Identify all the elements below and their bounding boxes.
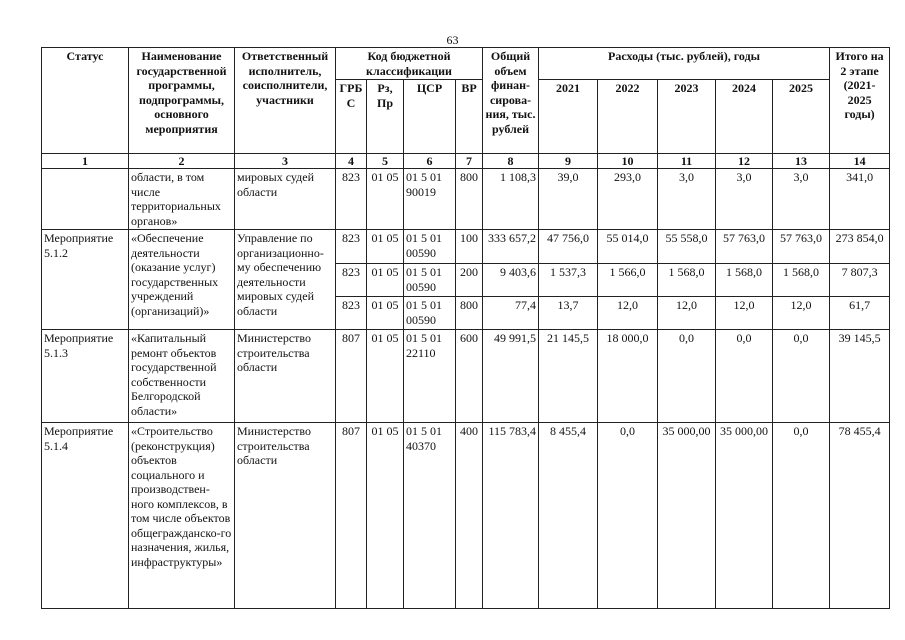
row-responsible: Министерство строительства области (235, 423, 336, 609)
header-vr: ВР (456, 80, 483, 154)
col-index: 7 (456, 154, 483, 169)
header-year-2024: 2024 (716, 80, 773, 154)
col-index: 1 (42, 154, 129, 169)
cell-rzpr: 01 05 (367, 423, 404, 609)
header-name: Наименование государственной программы, подпрограммы, основного мероприятия (129, 48, 235, 154)
col-index: 8 (483, 154, 539, 169)
row-name: «Капитальный ремонт объектов государственной собственности Белгородской области» (129, 330, 235, 423)
cell-total: 333 657,2 (483, 230, 539, 264)
col-index: 11 (658, 154, 716, 169)
header-budget-code: Код бюджетной классификации (336, 48, 483, 80)
header-status: Статус (42, 48, 129, 154)
cell-vr: 600 (456, 330, 483, 423)
col-index: 3 (235, 154, 336, 169)
cell-2024: 0,0 (716, 330, 773, 423)
header-responsible: Ответственный исполнитель, соисполнители, участники (235, 48, 336, 154)
cell-2022: 293,0 (598, 169, 658, 230)
cell-stage-total: 273 854,0 (830, 230, 890, 264)
cell-2022: 12,0 (598, 297, 658, 330)
cell-2024: 35 000,00 (716, 423, 773, 609)
cell-2025: 1 568,0 (773, 264, 830, 297)
row-status: Мероприятие 5.1.4 (42, 423, 129, 609)
cell-grbs: 823 (336, 169, 367, 230)
page-number: 63 (446, 33, 459, 47)
cell-2023: 0,0 (658, 330, 716, 423)
header-year-2025: 2025 (773, 80, 830, 154)
cell-total: 115 783,4 (483, 423, 539, 609)
row-status (42, 169, 129, 230)
cell-vr: 200 (456, 264, 483, 297)
header-year-2021: 2021 (539, 80, 598, 154)
cell-csr: 01 5 01 00590 (404, 297, 456, 330)
cell-csr: 01 5 01 90019 (404, 169, 456, 230)
cell-stage-total: 39 145,5 (830, 330, 890, 423)
cell-stage-total: 61,7 (830, 297, 890, 330)
cell-2021: 1 537,3 (539, 264, 598, 297)
cell-vr: 400 (456, 423, 483, 609)
col-index: 5 (367, 154, 404, 169)
cell-2025: 0,0 (773, 423, 830, 609)
cell-2021: 21 145,5 (539, 330, 598, 423)
header-year-2022: 2022 (598, 80, 658, 154)
col-index: 6 (404, 154, 456, 169)
cell-2021: 47 756,0 (539, 230, 598, 264)
row-status: Мероприятие 5.1.3 (42, 330, 129, 423)
cell-2025: 12,0 (773, 297, 830, 330)
cell-2025: 3,0 (773, 169, 830, 230)
cell-rzpr: 01 05 (367, 330, 404, 423)
cell-2023: 12,0 (658, 297, 716, 330)
row-name: области, в том числе территориальных органов» (129, 169, 235, 230)
table-row (42, 169, 890, 230)
row-name: «Обеспечение деятельности (оказание услуг) государственных учреждений (организаций)» (129, 230, 235, 330)
cell-csr: 01 5 01 40370 (404, 423, 456, 609)
col-index: 10 (598, 154, 658, 169)
header-total-volume: Общий объем финан-сирова-ния, тыс. рублей (483, 48, 539, 154)
cell-vr: 100 (456, 230, 483, 264)
header-total-stage: Итого на 2 этапе (2021-2025 годы) (830, 48, 890, 154)
cell-2023: 3,0 (658, 169, 716, 230)
col-index: 4 (336, 154, 367, 169)
header-expenses: Расходы (тыс. рублей), годы (539, 48, 830, 80)
cell-grbs: 823 (336, 264, 367, 297)
cell-grbs: 823 (336, 230, 367, 264)
cell-2022: 18 000,0 (598, 330, 658, 423)
row-responsible: Министерство строительства области (235, 330, 336, 423)
header-rzpr: Рз, Пр (367, 80, 404, 154)
cell-2024: 1 568,0 (716, 264, 773, 297)
column-index-row (42, 154, 890, 169)
cell-rzpr: 01 05 (367, 297, 404, 330)
cell-2021: 8 455,4 (539, 423, 598, 609)
cell-grbs: 807 (336, 423, 367, 609)
cell-vr: 800 (456, 297, 483, 330)
col-index: 9 (539, 154, 598, 169)
cell-2023: 1 568,0 (658, 264, 716, 297)
cell-grbs: 823 (336, 297, 367, 330)
table-row (42, 330, 890, 423)
col-index: 12 (716, 154, 773, 169)
cell-2022: 1 566,0 (598, 264, 658, 297)
cell-2023: 55 558,0 (658, 230, 716, 264)
cell-2024: 57 763,0 (716, 230, 773, 264)
cell-rzpr: 01 05 (367, 230, 404, 264)
cell-2025: 57 763,0 (773, 230, 830, 264)
col-index: 14 (830, 154, 890, 169)
cell-2025: 0,0 (773, 330, 830, 423)
cell-total: 77,4 (483, 297, 539, 330)
col-index: 13 (773, 154, 830, 169)
cell-2023: 35 000,00 (658, 423, 716, 609)
row-responsible: мировых судей области (235, 169, 336, 230)
table-row (42, 230, 890, 264)
cell-csr: 01 5 01 22110 (404, 330, 456, 423)
cell-stage-total: 341,0 (830, 169, 890, 230)
cell-2022: 0,0 (598, 423, 658, 609)
cell-total: 49 991,5 (483, 330, 539, 423)
header-year-2023: 2023 (658, 80, 716, 154)
col-index: 2 (129, 154, 235, 169)
cell-2024: 3,0 (716, 169, 773, 230)
row-name: «Строительство (реконструкция) объектов социального и производствен-ного комплексов, в том числе объектов общегражданско-го назначения, жилья, инфраструктуры» (129, 423, 235, 609)
cell-grbs: 807 (336, 330, 367, 423)
cell-vr: 800 (456, 169, 483, 230)
header-csr: ЦСР (404, 80, 456, 154)
cell-rzpr: 01 05 (367, 169, 404, 230)
budget-table (41, 47, 890, 609)
cell-2021: 13,7 (539, 297, 598, 330)
cell-2024: 12,0 (716, 297, 773, 330)
cell-total: 1 108,3 (483, 169, 539, 230)
cell-2022: 55 014,0 (598, 230, 658, 264)
cell-csr: 01 5 01 00590 (404, 230, 456, 264)
cell-stage-total: 78 455,4 (830, 423, 890, 609)
cell-csr: 01 5 01 00590 (404, 264, 456, 297)
cell-rzpr: 01 05 (367, 264, 404, 297)
cell-total: 9 403,6 (483, 264, 539, 297)
cell-stage-total: 7 807,3 (830, 264, 890, 297)
row-status: Мероприятие 5.1.2 (42, 230, 129, 330)
table-row (42, 423, 890, 609)
cell-2021: 39,0 (539, 169, 598, 230)
header-grbs: ГРБ С (336, 80, 367, 154)
row-responsible: Управление по организационно-му обеспечению деятельности мировых судей области (235, 230, 336, 330)
